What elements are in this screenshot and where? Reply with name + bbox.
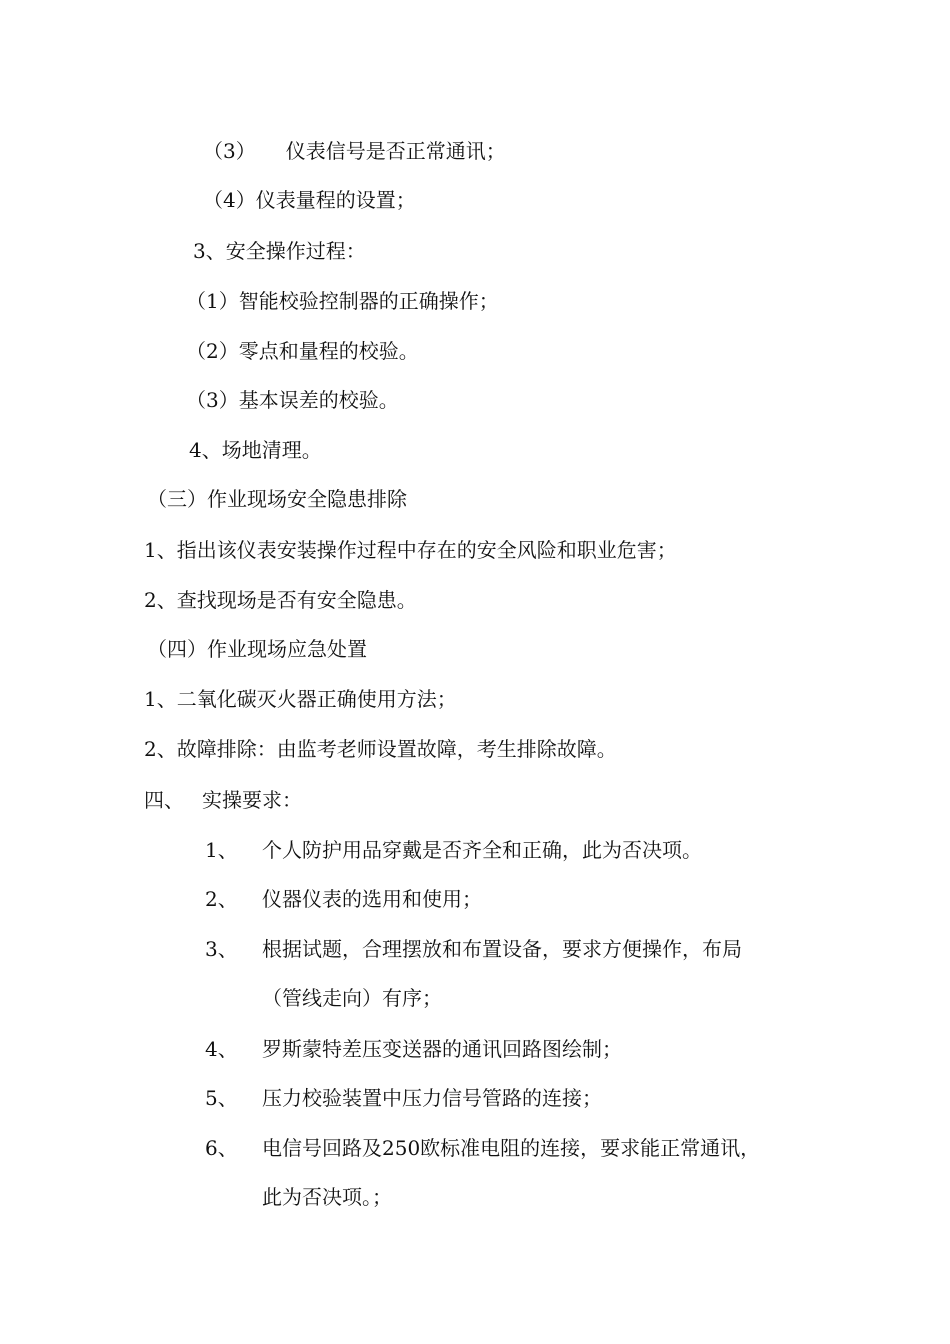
list-item: （1）智能校验控制器的正确操作； (186, 289, 499, 313)
list-item: 2、查找现场是否有安全隐患。 (144, 588, 417, 612)
item-marker: （3） (203, 139, 256, 163)
list-item: （3）基本误差的校验。 (186, 388, 399, 412)
section-heading (144, 786, 302, 814)
list-item: 3、安全操作过程： (193, 239, 366, 263)
item-text: 仪器仪表的选用和使用； (262, 887, 482, 911)
item-text: 罗斯蒙特差压变送器的通讯回路图绘制； (262, 1037, 622, 1061)
list-item (205, 1134, 760, 1162)
item-number: 5、 (205, 1086, 238, 1110)
heading-number: 四、 (144, 788, 184, 812)
list-item (205, 1084, 602, 1112)
heading-text: 实操要求： (202, 788, 302, 812)
section-heading: （四）作业现场应急处置 (147, 637, 367, 661)
list-item (205, 836, 702, 864)
item-text: 根据试题，合理摆放和布置设备，要求方便操作，布局 (262, 937, 742, 961)
list-item (205, 885, 482, 913)
list-item: 2、故障排除：由监考老师设置故障，考生排除故障。 (144, 737, 617, 761)
item-text: 仪表信号是否正常通讯； (285, 139, 506, 163)
item-number: 2、 (205, 887, 238, 911)
list-item: （4）仪表量程的设置； (203, 188, 416, 212)
list-item (205, 1035, 622, 1063)
item-text: 个人防护用品穿戴是否齐全和正确，此为否决项。 (262, 838, 702, 862)
list-item: 1、二氧化碳灭火器正确使用方法； (144, 687, 457, 711)
list-item (205, 935, 742, 963)
item-text: 压力校验装置中压力信号管路的连接； (262, 1086, 602, 1110)
list-item-continuation: （管线走向）有序； (262, 986, 442, 1010)
item-number: 6、 (205, 1136, 238, 1160)
list-item (203, 137, 506, 165)
list-item: （2）零点和量程的校验。 (186, 339, 419, 363)
item-number: 4、 (205, 1037, 238, 1061)
list-item-continuation: 此为否决项。； (262, 1185, 392, 1209)
item-text: 电信号回路及250欧标准电阻的连接，要求能正常通讯， (262, 1136, 761, 1160)
list-item: 1、指出该仪表安装操作过程中存在的安全风险和职业危害； (144, 538, 677, 562)
list-item: 4、场地清理。 (189, 438, 322, 462)
item-number: 1、 (205, 838, 238, 862)
section-heading: （三）作业现场安全隐患排除 (147, 487, 407, 511)
item-number: 3、 (205, 937, 238, 961)
